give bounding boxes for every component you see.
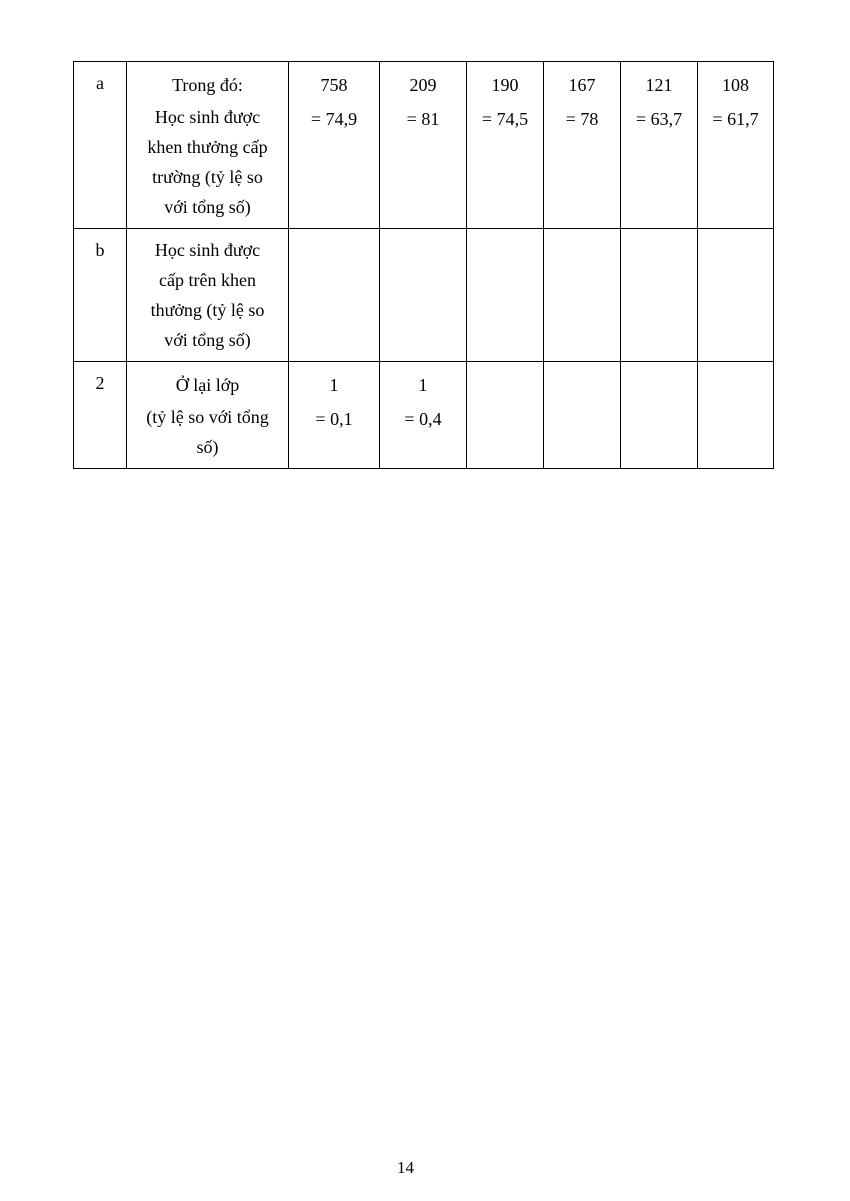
value-cell (467, 362, 544, 469)
value-cell (698, 229, 774, 362)
row-description: Trong đó: Học sinh được khen thưởng cấp trường (tỷ lệ so với tổng số) (127, 62, 289, 229)
page-number: 14 (397, 1158, 414, 1177)
value-cell (621, 362, 698, 469)
value-cell (380, 229, 467, 362)
value-cell (544, 229, 621, 362)
value-cell: 758 = 74,9 (289, 62, 380, 229)
value-cell: 167 = 78 (544, 62, 621, 229)
value-cell (544, 362, 621, 469)
value-cell: 108 = 61,7 (698, 62, 774, 229)
row-label: 2 (74, 362, 127, 469)
value-cell: 209 = 81 (380, 62, 467, 229)
row-description: Ở lại lớp (tỷ lệ so với tổng số) (127, 362, 289, 469)
value-cell (621, 229, 698, 362)
value-cell: 1 = 0,4 (380, 362, 467, 469)
value-cell: 121 = 63,7 (621, 62, 698, 229)
table-row-a (74, 62, 774, 229)
value-cell (698, 362, 774, 469)
value-cell: 190 = 74,5 (467, 62, 544, 229)
row-description: Học sinh được cấp trên khen thưởng (tỷ lệ so với tổng số) (127, 229, 289, 362)
table-row-b (74, 229, 774, 362)
table-row-2 (74, 362, 774, 469)
row-label: b (74, 229, 127, 362)
value-cell (467, 229, 544, 362)
value-cell (289, 229, 380, 362)
statistics-table (73, 61, 774, 469)
row-label: a (74, 62, 127, 229)
value-cell: 1 = 0,1 (289, 362, 380, 469)
